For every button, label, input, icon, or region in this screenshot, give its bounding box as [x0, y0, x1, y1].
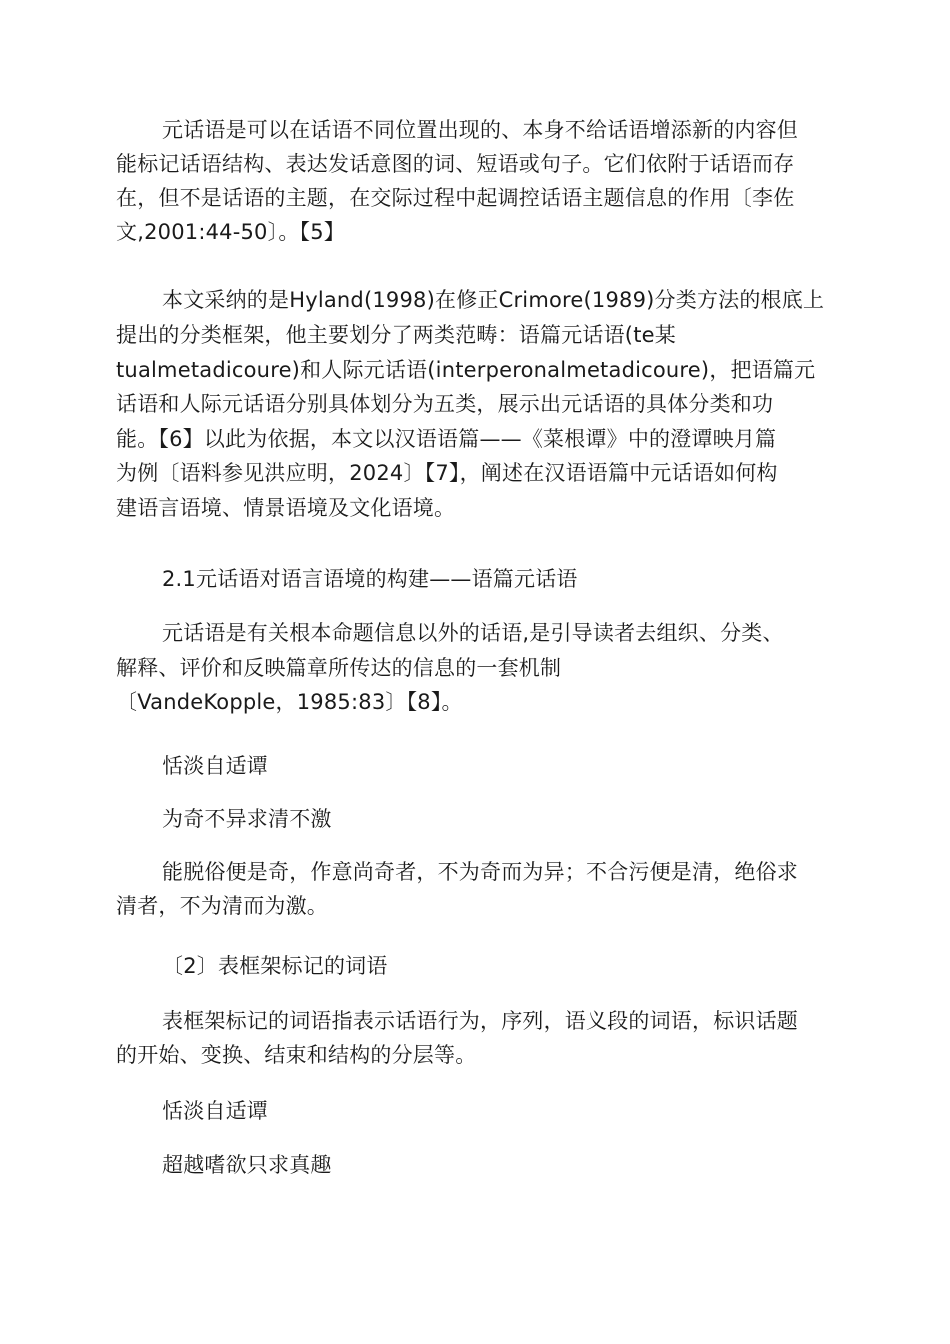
paragraph-4-line-1: 表框架标记的词语指表示话语行为，序列，语义段的词语，标识话题: [162, 1009, 798, 1033]
paragraph-2-line-6: 为例〔语料参见洪应明，2024〕【7】，阐述在汉语语篇中元话语如何构: [116, 461, 778, 485]
paragraph-2-line-1: 本文采纳的是Hyland(1998)在修正Crimore(1989)分类方法的根底上: [162, 288, 825, 312]
quote-title-1: 恬淡自适谭: [162, 754, 268, 778]
paragraph-4-line-2: 的开始、变换、结束和结构的分层等。: [116, 1043, 477, 1067]
paragraph-3-line-2: 解释、评价和反映篇章所传达的信息的一套机制: [116, 656, 562, 680]
quote-title-2: 恬淡自适谭: [162, 1099, 268, 1123]
paragraph-1-line-2: 能标记话语结构、表达发话意图的词、短语或句子。它们依附于话语而存: [116, 152, 795, 176]
quote-body-line-2: 清者，不为清而为激。: [116, 894, 328, 918]
paragraph-2-line-2: 提出的分类框架，他主要划分了两类范畴：语篇元话语(te某: [116, 323, 676, 347]
paragraph-1-line-1: 元话语是可以在话语不同位置出现的、本身不给话语增添新的内容但: [162, 118, 798, 142]
paragraph-1-line-3: 在，但不是话语的主题，在交际过程中起调控话语主题信息的作用〔李佐: [116, 186, 795, 210]
paragraph-3-line-3: 〔VandeKopple，1985:83〕【8】。: [116, 690, 463, 714]
quote-body-line-1: 能脱俗便是奇，作意尚奇者，不为奇而为异；不合污便是清，绝俗求: [162, 860, 798, 884]
paragraph-2-line-3: tualmetadicoure)和人际元话语(interperonalmetadicoure)，把语篇元: [116, 358, 816, 382]
subsection-heading: 〔2〕表框架标记的词语: [162, 954, 388, 978]
quote-subtitle-1: 为奇不异求清不激: [162, 807, 332, 831]
section-heading: 2.1元话语对语言语境的构建——语篇元话语: [162, 567, 578, 591]
paragraph-1-line-4: 文,2001:44-50〕。【5】: [116, 220, 345, 244]
paragraph-2-line-5: 能。【6】以此为依据，本文以汉语语篇——《菜根谭》中的澄谭映月篇: [116, 427, 777, 451]
paragraph-2-line-7: 建语言语境、情景语境及文化语境。: [116, 496, 456, 520]
quote-subtitle-2: 超越嗜欲只求真趣: [162, 1153, 332, 1177]
paragraph-2-line-4: 话语和人际元话语分别具体划分为五类，展示出元话语的具体分类和功: [116, 392, 774, 416]
paragraph-3-line-1: 元话语是有关根本命题信息以外的话语,是引导读者去组织、分类、: [162, 621, 784, 645]
